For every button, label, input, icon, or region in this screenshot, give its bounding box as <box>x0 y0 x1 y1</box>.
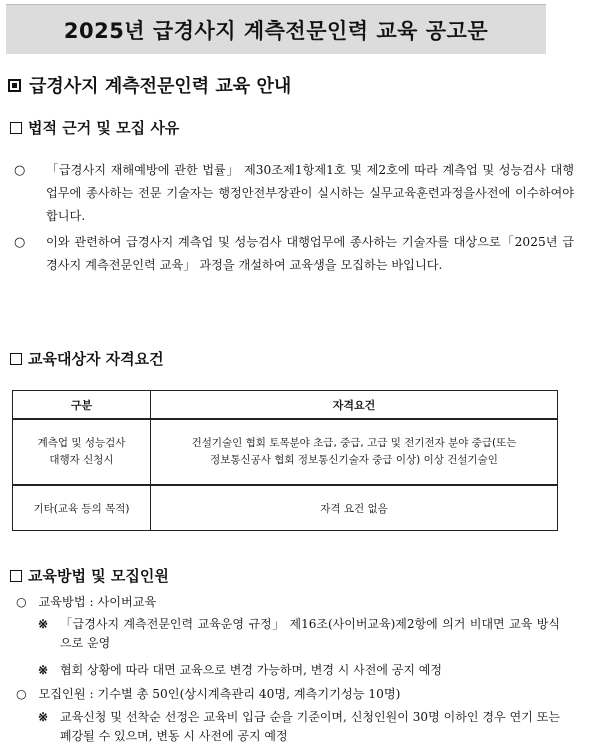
reference-mark-icon: ※ <box>38 663 49 677</box>
reference-mark-icon: ※ <box>38 710 49 724</box>
eligibility-table <box>12 390 558 531</box>
table-row <box>13 485 558 531</box>
cell-line: 계측업 및 성능검사 <box>37 437 126 449</box>
legal-basis-heading <box>10 117 179 138</box>
legal-paragraph-2 <box>14 231 574 277</box>
method-item-1 <box>16 592 156 612</box>
method-note-2 <box>38 661 560 680</box>
table-row <box>13 419 558 485</box>
empty-square-icon <box>10 122 22 134</box>
circle-bullet-icon: ○ <box>14 163 26 178</box>
method-heading <box>10 565 169 586</box>
circle-bullet-icon: ○ <box>16 687 27 701</box>
method-note-1 <box>38 615 560 653</box>
method-item-1-text: 교육방법 : 사이버교육 <box>38 595 157 609</box>
cell-line: 대행자 신청시 <box>49 454 114 466</box>
method-note-3-text: 교육신청 및 선착순 선정은 교육비 입금 순을 기준이며, 신청인원이 30명 이하인 경우 연기 또는 폐강될 수 있으며, 변동 시 사전에 공지 예정 <box>60 710 560 743</box>
title-banner <box>6 4 546 54</box>
method-item-2-text: 모집인원 : 기수별 총 50인(상시계측관리 40명, 계측기기성능 10명) <box>38 687 401 701</box>
method-note-2-text: 협회 상황에 따라 대면 교육으로 변경 가능하며, 변경 시 사전에 공지 예정 <box>60 663 442 677</box>
cell-line: 건설기술인 협회 토목분야 초급, 중급, 고급 및 전기전자 분야 중급(또는 <box>191 437 517 449</box>
legal-paragraph-1 <box>14 159 574 228</box>
table-header-category: 구분 <box>13 391 151 420</box>
eligibility-heading <box>10 348 164 369</box>
table-cell-category: 기타(교육 등의 목적) <box>13 485 151 531</box>
circle-bullet-icon: ○ <box>14 235 26 250</box>
filled-square-icon <box>8 79 21 92</box>
table-cell-requirement <box>151 419 558 485</box>
section-heading <box>8 72 291 98</box>
circle-bullet-icon: ○ <box>16 595 27 609</box>
table-cell-category <box>13 419 151 485</box>
table-header-row <box>13 391 558 420</box>
page-title: 2025년 급경사지 계측전문인력 교육 공고문 <box>63 18 489 43</box>
eligibility-heading-text: 교육대상자 자격요건 <box>28 350 164 368</box>
empty-square-icon <box>10 570 22 582</box>
method-item-2 <box>16 684 400 704</box>
reference-mark-icon: ※ <box>38 617 49 631</box>
table-cell-requirement: 자격 요건 없음 <box>151 485 558 531</box>
legal-paragraph-1-text: 「급경사지 재해예방에 관한 법률」 제30조제1항제1호 및 제2호에 따라 계측업 및 성능검사 대행업무에 종사하는 전문 기술자는 행정안전부장관이 실시하는 실무교육훈련과정을사전에 이수하여야 합니다. <box>46 163 574 223</box>
section-heading-text: 급경사지 계측전문인력 교육 안내 <box>29 76 292 97</box>
table-header-requirement: 자격요건 <box>151 391 558 420</box>
method-heading-text: 교육방법 및 모집인원 <box>28 567 169 585</box>
method-note-1-text: 「급경사지 계측전문인력 교육운영 규정」 제16조(사이버교육)제2항에 의거 비대면 교육 방식으로 운영 <box>60 617 560 650</box>
legal-paragraph-2-text: 이와 관련하여 급경사지 계측업 및 성능검사 대행업무에 종사하는 기술자를 대상으로「2025년 급경사지 계측전문인력 교육」 과정을 개설하여 교육생을 모집하는 바입니다. <box>46 235 574 272</box>
cell-line: 정보통신공사 협회 정보통신기술자 중급 이상) 이상 건설기술인 <box>210 454 498 466</box>
legal-basis-heading-text: 법적 근거 및 모집 사유 <box>28 119 180 137</box>
empty-square-icon <box>10 353 22 365</box>
method-note-3 <box>38 708 560 746</box>
